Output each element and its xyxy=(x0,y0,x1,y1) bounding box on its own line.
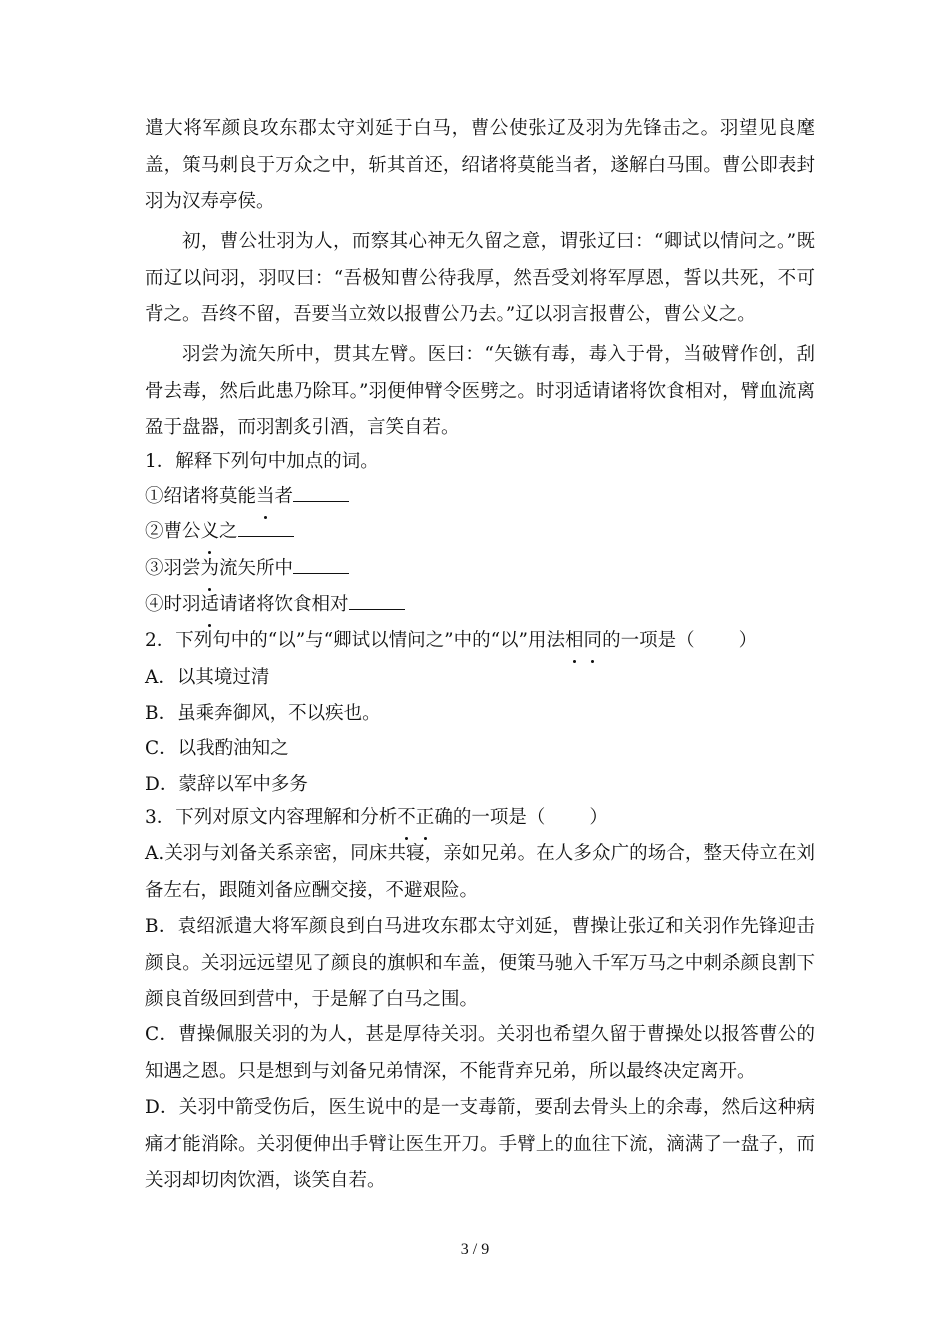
item-text: ④时羽 xyxy=(145,594,201,615)
page-total: 9 xyxy=(481,1241,490,1258)
question-2-option-a: A．以其境过清 xyxy=(145,667,270,688)
dotted-word: 不 xyxy=(397,800,416,836)
dotted-word: 为 xyxy=(201,551,220,587)
question-1-item-4 xyxy=(145,587,825,623)
stem-text: ） xyxy=(738,630,758,651)
passage-paragraph-2: 初，曹公壮羽为人，而察其心神无久留之意，谓张辽曰：“卿试以情问之。”既而辽以问羽，羽叹曰：“吾极知曹公待我厚，然吾受刘将军厚恩，誓以共死，不可背之。吾终不留，吾要当立效以报曹公乃去。”辽以羽言报曹公，曹公义之。 xyxy=(145,231,815,325)
item-text: 者 xyxy=(274,486,294,507)
question-3-option-c: C．曹操佩服关羽的为人，甚是厚待关羽。关羽也希望久留于曹操处以报答曹公的知遇之恩。只是想到与刘备兄弟情深，不能背弃兄弟，所以最终决定离开。 xyxy=(145,1024,815,1082)
question-1-item-1 xyxy=(145,479,825,515)
page-separator: / xyxy=(468,1241,482,1258)
stem-text: 2．下列句中的“以”与“卿试以情问之”中的“以”用法 xyxy=(145,630,566,651)
dotted-word: 同 xyxy=(584,623,603,659)
question-1-stem: 1．解释下列句中加点的词。 xyxy=(145,451,379,472)
stem-text: 确的一项是（ xyxy=(434,807,546,828)
passage-paragraph-1: 遣大将军颜良攻东郡太守刘延于白马，曹公使张辽及羽为先锋击之。羽望见良麾盖，策马刺良于万众之中，斩其首还，绍诸将莫能当者，遂解白马围。曹公即表封羽为汉寿亭侯。 xyxy=(145,118,815,212)
question-2-stem xyxy=(145,623,825,659)
item-text: 之 xyxy=(219,521,238,542)
question-1-item-3 xyxy=(145,551,825,587)
page-current: 3 xyxy=(460,1241,469,1258)
stem-text: 的一项是（ xyxy=(602,630,695,651)
question-2-option-b: B．虽乘奔御风，不以疾也。 xyxy=(145,703,381,724)
answer-blank[interactable] xyxy=(293,559,349,574)
item-text: ②曹公 xyxy=(145,521,201,542)
question-1-item-2 xyxy=(145,514,825,550)
stem-text: 3．下列对原文内容理解和分析 xyxy=(145,807,398,828)
item-text: 流矢所中 xyxy=(219,558,294,579)
stem-text: ） xyxy=(589,807,608,828)
answer-blank[interactable] xyxy=(293,487,349,502)
answer-blank[interactable] xyxy=(238,522,294,537)
passage-paragraph-3: 羽尝为流矢所中，贯其左臂。医曰：“矢镞有毒，毒入于骨，当破臂作创，刮骨去毒，然后此患乃除耳。”羽便伸臂令医劈之。时羽适请诸将饮食相对，臂血流离盈于盘器，而羽割炙引酒，言笑自若。 xyxy=(145,344,815,438)
question-3-stem xyxy=(145,800,825,836)
page-number xyxy=(0,1241,950,1259)
question-3-option-b: B．袁绍派遣大将军颜良到白马进攻东郡太守刘延，曹操让张辽和关羽作先锋迎击颜良。关羽远远望见了颜良的旗帜和车盖，便策马驰入千军万马之中刺杀颜良割下颜良首级回到营中，于是解了白马之围。 xyxy=(145,916,815,1010)
dotted-word: 当 xyxy=(256,479,275,515)
question-3-option-d: D．关羽中箭受伤后，医生说中的是一支毒箭，要刮去骨头上的余毒，然后这种病痛才能消除。关羽便伸出手臂让医生开刀。手臂上的血往下流，滴满了一盘子，而关羽却切肉饮酒，谈笑自若。 xyxy=(145,1097,815,1191)
question-2-option-d: D．蒙辞以军中多务 xyxy=(145,774,308,795)
dotted-word: 正 xyxy=(416,800,435,836)
dotted-word: 义 xyxy=(201,514,220,550)
item-text: ③羽尝 xyxy=(145,558,201,579)
dotted-word: 适 xyxy=(201,587,220,623)
answer-blank[interactable] xyxy=(349,595,405,610)
question-3-option-a: A.关羽与刘备关系亲密，同床共寝，亲如兄弟。在人多众广的场合，整天侍立在刘备左右，跟随刘备应酬交接，不避艰险。 xyxy=(145,843,815,901)
dotted-word: 相 xyxy=(565,623,584,659)
question-2-option-c: C．以我酌油知之 xyxy=(145,738,289,759)
item-text: ①绍诸将莫能 xyxy=(145,486,257,507)
item-text: 请诸将饮食相对 xyxy=(219,594,349,615)
